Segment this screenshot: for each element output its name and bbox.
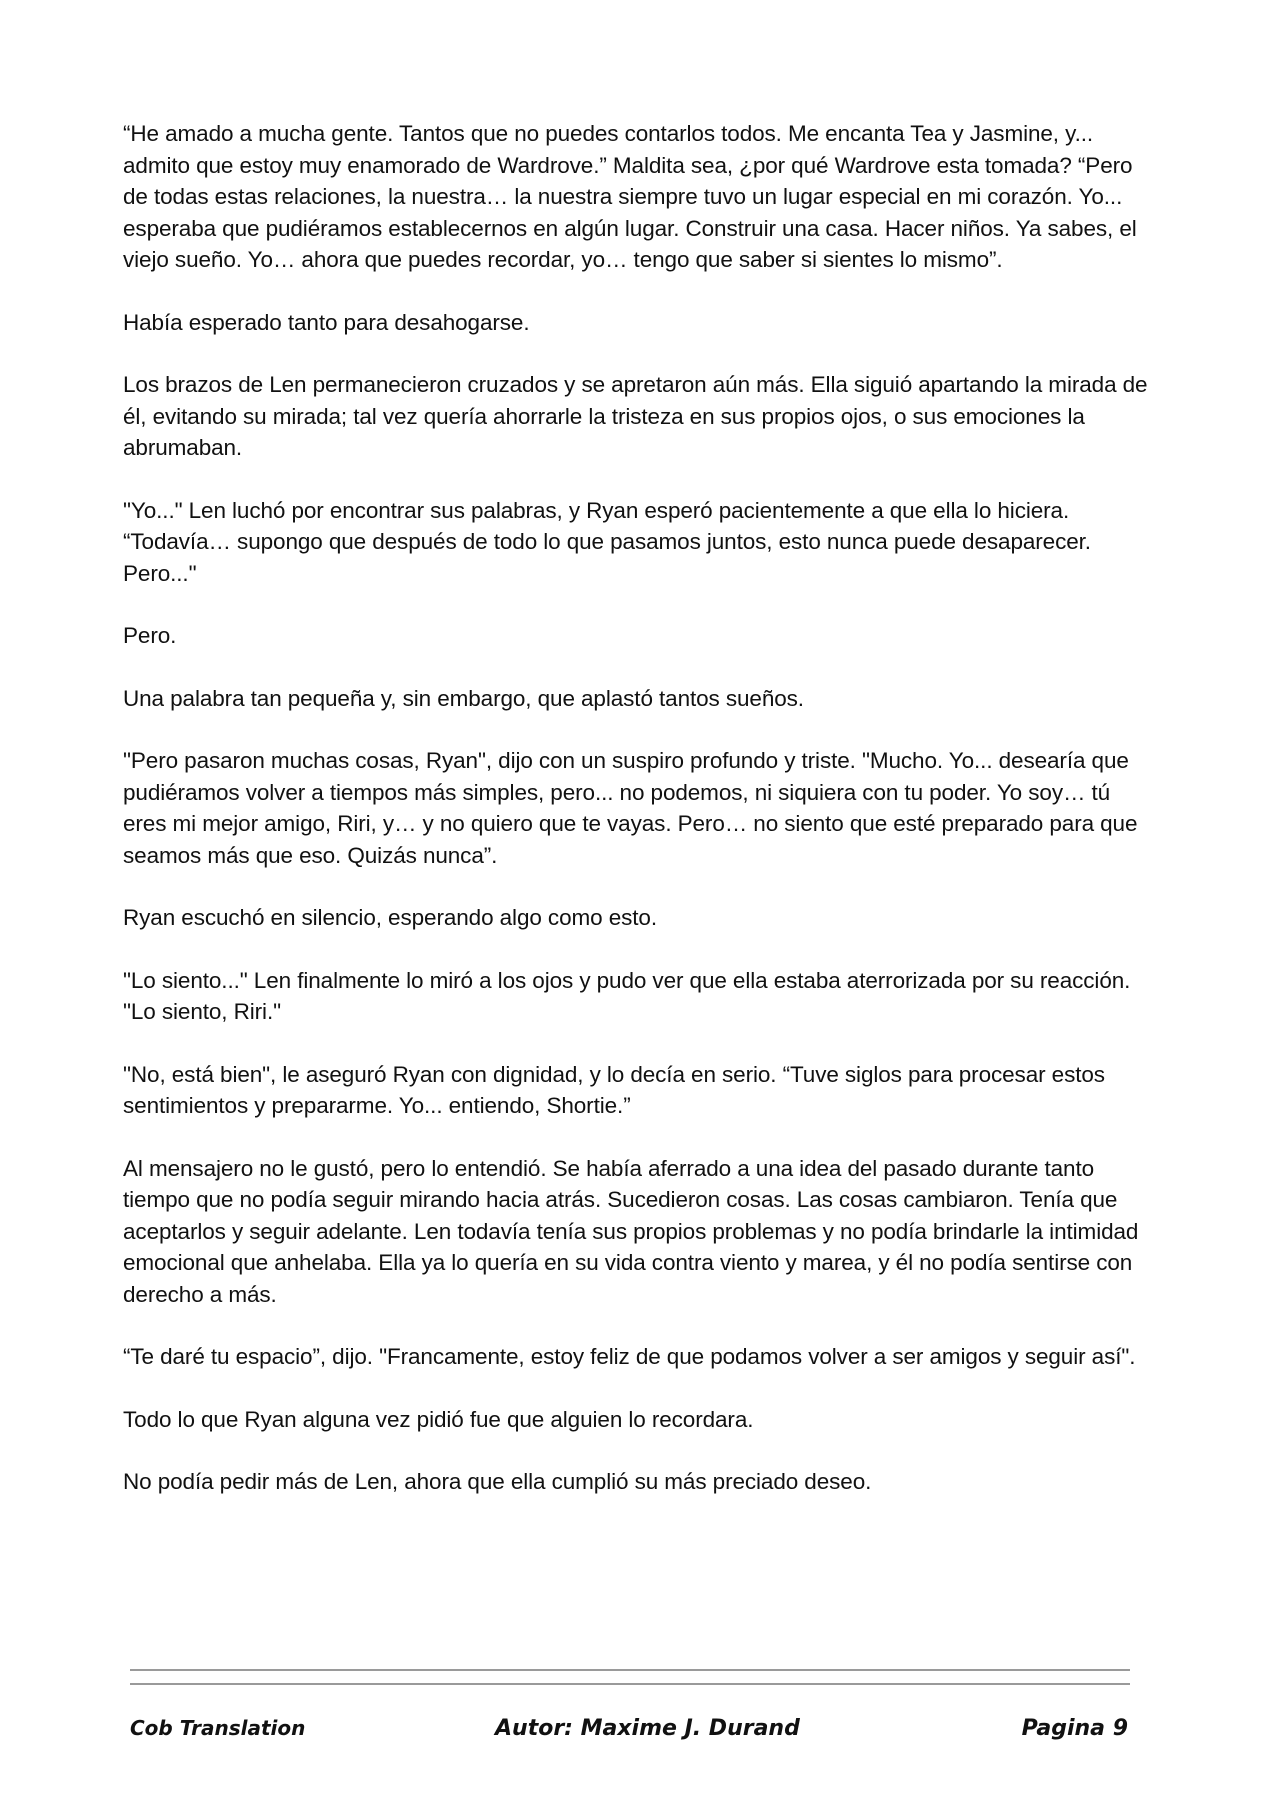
paragraph: "Lo siento..." Len finalmente lo miró a los ojos y pudo ver que ella estaba aterrorizada por su reacción. "Lo siento, Riri.": [123, 967, 1131, 1024]
paragraph: "Yo..." Len luchó por encontrar sus palabras, y Ryan esperó pacientemente a que ella lo hiciera. “Todavía… supongo que después de todo lo que pasamos juntos, esto nunca puede desaparecer. Pero...": [123, 497, 1091, 586]
paragraph: “He amado a mucha gente. Tantos que no puedes contarlos todos. Me encanta Tea y Jasmine, y... admito que estoy muy enamorado de Wardrove.” Maldita sea, ¿por qué Wardrove esta tomada? “Pero de todas estas relaciones, la nuestra… la nuestra siempre tuvo un lugar especial en mi corazón. Yo... esperaba que pudiéramos establecernos en algún lugar. Construir una casa. Hacer niños. Ya sabes, el viejo sueño. Yo… ahora que puedes recordar, yo… tengo que saber si sientes lo mismo”.: [123, 121, 1137, 272]
paragraph: Ryan escuchó en silencio, esperando algo como esto.: [123, 905, 657, 930]
paragraph: Pero.: [123, 623, 177, 648]
footer-author: Autor: Maxime J. Durand: [495, 1716, 800, 1741]
paragraph: "No, está bien", le aseguró Ryan con dignidad, y lo decía en serio. “Tuve siglos para procesar estos sentimientos y prepararme. Yo... entiendo, Shortie.”: [123, 1061, 1105, 1118]
footer-page-number: Pagina 9: [1021, 1716, 1128, 1741]
paragraph: Los brazos de Len permanecieron cruzados y se apretaron aún más. Ella siguió apartando la mirada de él, evitando su mirada; tal vez quería ahorrarle la tristeza en sus propios ojos, o sus emociones la abrumaban.: [123, 372, 1148, 460]
footer-translator: Cob Translation: [130, 1716, 306, 1740]
paragraph: No podía pedir más de Len, ahora que ella cumplió su más preciado deseo.: [123, 1469, 872, 1494]
paragraph: Al mensajero no le gustó, pero lo entendió. Se había aferrado a una idea del pasado durante tanto tiempo que no podía seguir mirando hacia atrás. Sucedieron cosas. Las cosas cambiaron. Tenía que aceptarlos y seguir adelante. Len todavía tenía sus propios problemas y no podía brindarle la intimidad emocional que anhelaba. Ella ya lo quería en su vida contra viento y marea, y él no podía sentirse con derecho a más.: [123, 1155, 1139, 1307]
footer-divider: [130, 1683, 1130, 1685]
paragraph: Todo lo que Ryan alguna vez pidió fue que alguien lo recordara.: [123, 1406, 754, 1432]
page-body: [123, 118, 1153, 1529]
paragraph: "Pero pasaron muchas cosas, Ryan", dijo con un suspiro profundo y triste. "Mucho. Yo... desearía que pudiéramos volver a tiempos más simples, pero... no podemos, ni siquiera con tu poder. Yo soy… tú eres mi mejor amigo, Riri, y… y no quiero que te vayas. Pero… no siento que esté preparado para que seamos más que eso. Quizás nunca”.: [123, 748, 1138, 868]
paragraph: Una palabra tan pequeña y, sin embargo, que aplastó tantos sueños.: [123, 685, 804, 711]
paragraph: Había esperado tanto para desahogarse.: [123, 309, 530, 335]
footer-divider: [130, 1669, 1130, 1671]
paragraph: “Te daré tu espacio”, dijo. "Francamente, estoy feliz de que podamos volver a ser amigos y seguir así".: [123, 1344, 1136, 1369]
